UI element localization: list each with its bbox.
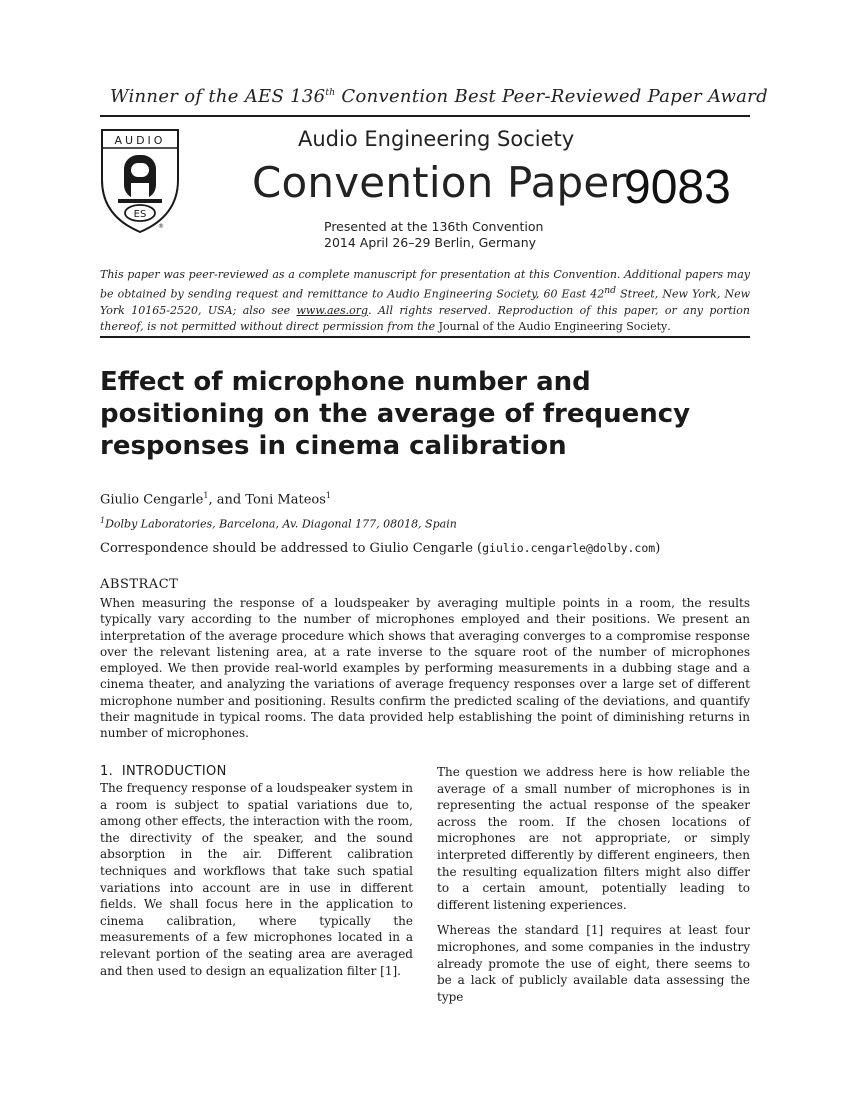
presented-line-2: 2014 April 26–29 Berlin, Germany — [324, 235, 537, 250]
intro-paragraph-2: The question we address here is how reliable the average of a small number of microphones is in representing the actual response of the speaker across the room. If the chosen locations of microphones are not appropriate, or simply interpreted differently by different engineers, then the resulting equalization filters might also differ to a certain amount, potentially leading to different listening experiences. — [437, 765, 750, 912]
award-superscript: th — [325, 88, 336, 98]
aes-logo — [100, 128, 180, 236]
affiliation — [100, 516, 457, 531]
copyright-notice — [100, 267, 750, 335]
paper-title: Effect of microphone number and positioning on the average of frequency responses in cinema calibration — [100, 367, 691, 461]
correspondence-prefix: Correspondence should be addressed to Giulio Cengarle ( — [100, 541, 483, 556]
author-1-affil-mark: 1 — [203, 491, 209, 500]
affiliation-text: Dolby Laboratories, Barcelona, Av. Diagonal 177, 08018, Spain — [105, 517, 457, 531]
notice-part-1: This paper was peer-reviewed as a complete manuscript for presentation at this Convention. Additional papers may be obtained by sending request and remittance to Audio Engineering Society, 60 East 42 — [100, 268, 750, 301]
correspondence-email[interactable]: giulio.cengarle@dolby.com — [482, 541, 656, 555]
top-rule — [100, 115, 750, 117]
presented-line-1: Presented at the 136th Convention — [324, 219, 544, 234]
journal-name: Journal of the Audio Engineering Society — [438, 319, 668, 333]
intro-left-column — [100, 780, 413, 979]
award-prefix: Winner of the AES 136 — [110, 86, 326, 107]
notice-part-3: . All rights reserved. Reproduction of this paper, or any portion thereof, is not permitted without direct permission from the — [100, 303, 750, 333]
notice-part-2: Street, New York, New York 10165-2520, USA; also see — [100, 287, 750, 317]
logo-bottom-text: ES — [133, 209, 147, 220]
society-name: Audio Engineering Society — [298, 127, 575, 151]
author-1: Giulio Cengarle — [100, 492, 204, 508]
award-banner — [110, 86, 768, 107]
award-suffix: Convention Best Peer-Reviewed Paper Award — [335, 86, 768, 107]
correspondence-suffix: ) — [655, 541, 661, 556]
header-rule — [100, 336, 750, 338]
abstract-text: When measuring the response of a loudspeaker by averaging multiple points in a room, the results typically vary according to the number of microphones employed and their positions. We present an interpretation of the average procedure which shows that averaging converges to a compromise response over the relevant listening area, at a rate inverse to the square root of the number of microphones employed. We then provide real-world examples by performing measurements in a dubbing stage and a cinema theater, and analyzing the variations of average frequency responses over a large set of different microphone number and positioning. Results confirm the predicted scaling of the deviations, and quantify their magnitude in typical rooms. The data provided help establishing the point of diminishing returns in number of microphones. — [100, 596, 750, 741]
author-separator: , and Toni Mateos — [208, 492, 326, 508]
presented-info — [324, 219, 543, 251]
intro-right-column — [437, 764, 750, 1005]
section-title: INTRODUCTION — [121, 764, 227, 779]
intro-paragraph-1: The frequency response of a loudspeaker system in a room is subject to spatial variations due to, among other effects, the interaction with the room, the directivity of the speaker, and the sound absorption in the air. Different calibration techniques and workflows that take such spatial variations into account are in use in different fields. We shall focus here in the application to cinema calibration, where typically the measurements of a few microphones located in a relevant portion of the seating area are averaged and then used to design an equalization filter [1]. — [100, 781, 413, 978]
notice-superscript: nd — [604, 285, 617, 296]
section-heading-introduction — [100, 764, 227, 779]
abstract-heading: ABSTRACT — [100, 577, 179, 592]
logo-letter: A — [139, 198, 141, 199]
intro-paragraph-3: Whereas the standard [1] requires at least four microphones, and some companies in the industry already promote the use of eight, there seems to be a lack of publicly available data assessing the type — [437, 923, 750, 1004]
author-2-affil-mark: 1 — [325, 491, 332, 500]
paper-number: 9083 — [624, 161, 731, 214]
logo-top-text: AUDIO — [114, 134, 166, 147]
authors — [100, 491, 331, 507]
correspondence — [100, 541, 660, 556]
document-type: Convention Paper — [252, 158, 627, 207]
notice-end: . — [667, 319, 671, 333]
affiliation-mark: 1 — [100, 516, 106, 525]
aes-website-link[interactable]: www.aes.org — [296, 303, 369, 317]
section-number: 1. — [100, 764, 114, 779]
logo-registered-mark: ® — [158, 223, 164, 230]
